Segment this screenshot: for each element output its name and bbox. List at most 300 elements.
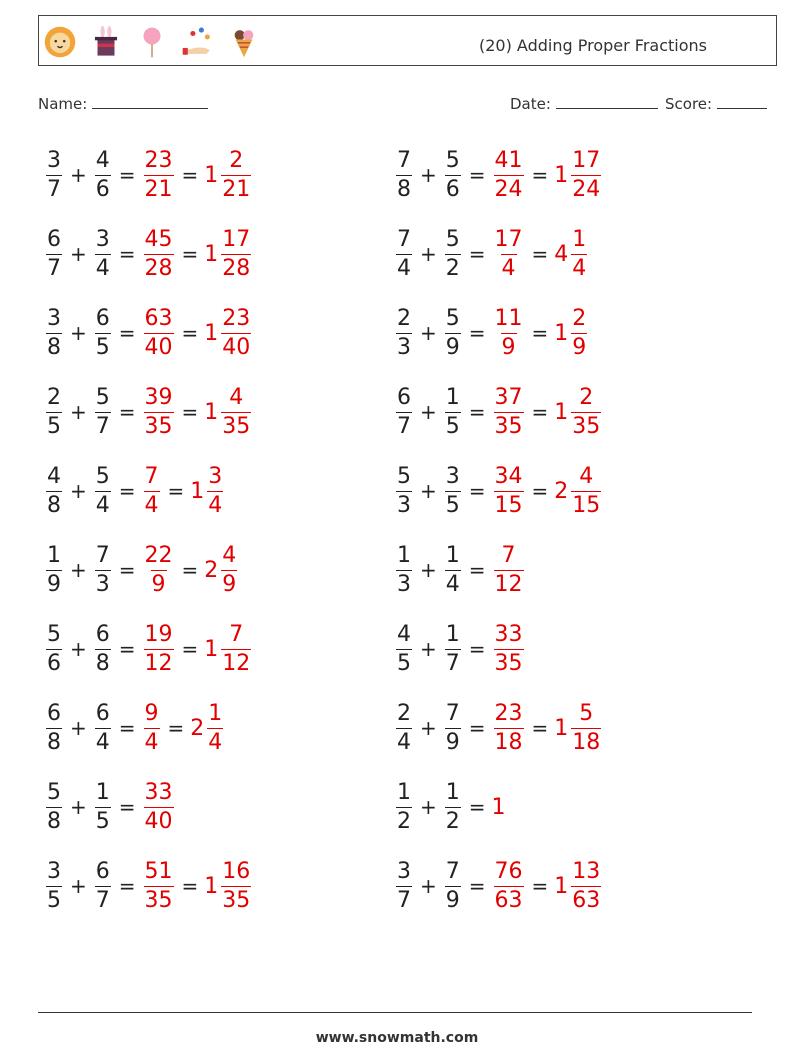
denominator: 12 (222, 650, 251, 676)
mixed-whole: 1 (204, 873, 219, 899)
problem-7 (44, 377, 253, 447)
numerator: 23 (144, 147, 173, 173)
equals-sign: = (531, 479, 549, 503)
denominator: 35 (572, 413, 601, 439)
mixed-fraction (571, 305, 587, 360)
denominator: 7 (397, 413, 411, 439)
equals-sign: = (118, 400, 136, 424)
answer-fraction (144, 621, 174, 676)
fraction (46, 226, 62, 281)
mixed-fraction (571, 384, 601, 439)
numerator: 6 (95, 621, 110, 647)
numerator: 3 (47, 147, 61, 173)
problem-15 (44, 693, 225, 763)
numerator: 5 (47, 779, 61, 805)
problem-20 (394, 851, 603, 921)
plus-sign: + (420, 795, 437, 819)
denominator: 35 (222, 887, 251, 913)
numerator: 2 (572, 305, 587, 331)
numerator: 3 (445, 463, 460, 489)
numerator: 7 (95, 542, 110, 568)
problem-10 (394, 456, 603, 526)
mixed-fraction (207, 700, 223, 755)
denominator: 8 (47, 729, 61, 755)
mixed-fraction (571, 226, 587, 281)
denominator: 40 (144, 334, 173, 360)
denominator: 7 (445, 650, 460, 676)
mixed-whole: 1 (204, 162, 219, 188)
answer-fraction (494, 305, 524, 360)
fraction (445, 542, 461, 597)
denominator: 6 (445, 176, 460, 202)
problem-4 (394, 219, 589, 289)
worksheet-header (38, 15, 777, 66)
equals-sign: = (181, 321, 199, 345)
numerator: 2 (397, 305, 411, 331)
problem-19 (44, 851, 253, 921)
numerator: 3 (47, 858, 61, 884)
numerator: 5 (95, 384, 110, 410)
fraction (95, 384, 111, 439)
numerator: 1 (445, 384, 460, 410)
equals-sign: = (118, 479, 136, 503)
denominator: 7 (95, 413, 110, 439)
denominator: 4 (95, 255, 110, 281)
equals-sign: = (167, 479, 185, 503)
denominator: 28 (222, 255, 251, 281)
numerator: 19 (144, 621, 173, 647)
mixed-whole: 1 (554, 320, 569, 346)
equals-sign: = (468, 558, 486, 582)
numerator: 6 (95, 858, 110, 884)
denominator: 12 (494, 571, 523, 597)
plus-sign: + (420, 163, 437, 187)
mixed-whole: 1 (554, 715, 569, 741)
answer-fraction (494, 858, 524, 913)
equals-sign: = (118, 795, 136, 819)
numerator: 41 (494, 147, 523, 173)
fraction (46, 542, 62, 597)
denominator: 4 (445, 571, 460, 597)
denominator: 4 (208, 492, 223, 518)
answer-fraction (144, 384, 174, 439)
fraction (396, 700, 412, 755)
fraction (445, 147, 461, 202)
denominator: 4 (144, 729, 159, 755)
plus-sign: + (70, 242, 87, 266)
answer-fraction (144, 542, 174, 597)
fraction (396, 621, 412, 676)
numerator: 4 (579, 463, 594, 489)
fraction (445, 305, 461, 360)
numerator: 5 (445, 147, 460, 173)
equals-sign: = (468, 400, 486, 424)
numerator: 2 (397, 700, 411, 726)
equals-sign: = (531, 321, 549, 345)
denominator: 5 (95, 334, 110, 360)
fraction (95, 621, 111, 676)
equals-sign: = (531, 163, 549, 187)
numerator: 9 (144, 700, 159, 726)
numerator: 23 (494, 700, 523, 726)
footer-website: www.snowmath.com (315, 1030, 479, 1046)
equals-sign: = (468, 242, 486, 266)
numerator: 6 (47, 226, 61, 252)
answer-fraction (144, 700, 160, 755)
numerator: 7 (144, 463, 159, 489)
cotton-candy-icon (135, 22, 169, 62)
mixed-whole: 1 (204, 320, 219, 346)
problem-17 (44, 772, 176, 842)
answer-fraction (144, 463, 160, 518)
denominator: 15 (494, 492, 523, 518)
equals-sign: = (181, 874, 199, 898)
plus-sign: + (70, 163, 87, 187)
numerator: 13 (572, 858, 601, 884)
numerator: 7 (501, 542, 516, 568)
ice-cream-cone-icon (227, 22, 261, 62)
equals-sign: = (181, 163, 199, 187)
equals-sign: = (531, 874, 549, 898)
plus-sign: + (420, 400, 437, 424)
fraction (95, 463, 111, 518)
numerator: 1 (445, 542, 460, 568)
denominator: 40 (144, 808, 173, 834)
denominator: 9 (445, 334, 460, 360)
equals-sign: = (118, 637, 136, 661)
denominator: 8 (397, 176, 411, 202)
fraction (396, 226, 412, 281)
numerator: 3 (47, 305, 61, 331)
numerator: 2 (47, 384, 61, 410)
problem-1 (44, 140, 253, 210)
problem-16 (394, 693, 603, 763)
denominator: 9 (572, 334, 587, 360)
numerator: 3 (397, 858, 411, 884)
equals-sign: = (531, 716, 549, 740)
numerator: 7 (445, 858, 460, 884)
denominator: 9 (445, 729, 460, 755)
mixed-whole: 2 (190, 715, 205, 741)
fraction (396, 305, 412, 360)
name-blank (92, 94, 208, 109)
equals-sign: = (118, 242, 136, 266)
numerator: 63 (144, 305, 173, 331)
mixed-fraction (221, 384, 251, 439)
numerator: 17 (222, 226, 251, 252)
equals-sign: = (181, 637, 199, 661)
numerator: 33 (494, 621, 523, 647)
fraction (46, 779, 62, 834)
numerator: 2 (579, 384, 594, 410)
denominator: 4 (144, 492, 159, 518)
equals-sign: = (118, 716, 136, 740)
mixed-fraction (571, 463, 601, 518)
fraction (445, 779, 461, 834)
fraction (396, 463, 412, 518)
mixed-fraction (221, 305, 251, 360)
denominator: 24 (572, 176, 601, 202)
numerator: 33 (144, 779, 173, 805)
score-label: Score: (665, 95, 713, 113)
mixed-fraction (571, 700, 601, 755)
plus-sign: + (420, 242, 437, 266)
denominator: 3 (397, 334, 411, 360)
numerator: 51 (144, 858, 173, 884)
fraction (396, 384, 412, 439)
denominator: 8 (47, 492, 61, 518)
denominator: 5 (445, 492, 460, 518)
problem-18 (394, 772, 507, 842)
problem-14 (394, 614, 526, 684)
equals-sign: = (118, 874, 136, 898)
denominator: 5 (445, 413, 460, 439)
footer-divider (38, 1012, 752, 1013)
denominator: 35 (222, 413, 251, 439)
denominator: 3 (397, 492, 411, 518)
equals-sign: = (181, 400, 199, 424)
plus-sign: + (70, 479, 87, 503)
numerator: 45 (144, 226, 173, 252)
denominator: 8 (47, 808, 61, 834)
numerator: 7 (445, 700, 460, 726)
denominator: 4 (397, 255, 411, 281)
equals-sign: = (118, 163, 136, 187)
problem-13 (44, 614, 253, 684)
plus-sign: + (70, 321, 87, 345)
fraction (445, 700, 461, 755)
denominator: 18 (494, 729, 523, 755)
fraction (445, 463, 461, 518)
denominator: 9 (501, 334, 516, 360)
numerator: 1 (445, 621, 460, 647)
equals-sign: = (531, 242, 549, 266)
fraction (46, 147, 62, 202)
mixed-fraction (221, 147, 251, 202)
answer-fraction (144, 147, 174, 202)
denominator: 5 (47, 413, 61, 439)
mixed-whole: 2 (204, 557, 219, 583)
numerator: 4 (95, 147, 110, 173)
numerator: 5 (47, 621, 61, 647)
equals-sign: = (468, 163, 486, 187)
denominator: 28 (144, 255, 173, 281)
equals-sign: = (468, 321, 486, 345)
numerator: 3 (95, 226, 110, 252)
denominator: 4 (572, 255, 587, 281)
denominator: 3 (397, 571, 411, 597)
denominator: 4 (95, 492, 110, 518)
numerator: 6 (47, 700, 61, 726)
fraction (95, 305, 111, 360)
denominator: 4 (501, 255, 516, 281)
problem-11 (44, 535, 239, 605)
answer-fraction (494, 226, 524, 281)
answer-fraction (144, 226, 174, 281)
mixed-fraction (571, 858, 601, 913)
denominator: 5 (47, 887, 61, 913)
fraction (445, 621, 461, 676)
denominator: 7 (47, 255, 61, 281)
fraction (445, 384, 461, 439)
numerator: 4 (222, 542, 237, 568)
numerator: 1 (397, 779, 411, 805)
fraction (95, 542, 111, 597)
answer-fraction (494, 621, 524, 676)
mixed-whole: 1 (190, 478, 205, 504)
date-label: Date: (510, 95, 551, 113)
plus-sign: + (420, 321, 437, 345)
plus-sign: + (70, 637, 87, 661)
plus-sign: + (70, 795, 87, 819)
plus-sign: + (420, 558, 437, 582)
answer-fraction (144, 305, 174, 360)
problem-3 (44, 219, 253, 289)
score-blank (717, 94, 767, 109)
equals-sign: = (167, 716, 185, 740)
worksheet-title: (20) Adding Proper Fractions (479, 36, 707, 55)
fraction (95, 858, 111, 913)
numerator: 5 (397, 463, 411, 489)
fraction (396, 858, 412, 913)
numerator: 5 (95, 463, 110, 489)
denominator: 4 (208, 729, 223, 755)
denominator: 4 (397, 729, 411, 755)
numerator: 4 (397, 621, 411, 647)
denominator: 8 (95, 650, 110, 676)
mixed-whole: 1 (554, 162, 569, 188)
numerator: 3 (208, 463, 223, 489)
denominator: 21 (222, 176, 251, 202)
fraction (46, 384, 62, 439)
denominator: 63 (572, 887, 601, 913)
name-label: Name: (38, 95, 88, 113)
plus-sign: + (70, 400, 87, 424)
date-field (510, 94, 658, 113)
mixed-whole: 1 (204, 399, 219, 425)
denominator: 2 (445, 808, 460, 834)
fraction (445, 858, 461, 913)
numerator: 17 (494, 226, 523, 252)
denominator: 7 (95, 887, 110, 913)
denominator: 9 (222, 571, 237, 597)
numerator: 7 (397, 226, 411, 252)
numerator: 11 (494, 305, 523, 331)
plus-sign: + (70, 874, 87, 898)
denominator: 7 (397, 887, 411, 913)
denominator: 8 (47, 334, 61, 360)
numerator: 16 (222, 858, 251, 884)
numerator: 5 (445, 305, 460, 331)
denominator: 9 (47, 571, 61, 597)
denominator: 5 (95, 808, 110, 834)
problem-8 (394, 377, 603, 447)
mixed-fraction (207, 463, 223, 518)
fraction (46, 463, 62, 518)
numerator: 22 (144, 542, 173, 568)
numerator: 76 (494, 858, 523, 884)
fraction (396, 147, 412, 202)
numerator: 1 (208, 700, 223, 726)
answer-fraction (494, 700, 524, 755)
plus-sign: + (70, 716, 87, 740)
denominator: 2 (445, 255, 460, 281)
answer-fraction (494, 463, 524, 518)
name-field (38, 94, 208, 113)
header-icons (43, 20, 261, 64)
problem-12 (394, 535, 526, 605)
fraction (95, 779, 111, 834)
fraction (46, 858, 62, 913)
numerator: 23 (222, 305, 251, 331)
fraction (445, 226, 461, 281)
numerator: 4 (47, 463, 61, 489)
numerator: 6 (95, 305, 110, 331)
mixed-whole: 1 (204, 636, 219, 662)
mixed-fraction (571, 147, 601, 202)
equals-sign: = (468, 479, 486, 503)
fraction (95, 226, 111, 281)
numerator: 6 (397, 384, 411, 410)
mixed-whole: 2 (554, 478, 569, 504)
plus-sign: + (70, 558, 87, 582)
denominator: 40 (222, 334, 251, 360)
numerator: 1 (445, 779, 460, 805)
problem-2 (394, 140, 603, 210)
numerator: 37 (494, 384, 523, 410)
problem-6 (394, 298, 589, 368)
mixed-fraction (221, 858, 251, 913)
mixed-fraction (221, 621, 251, 676)
numerator: 5 (579, 700, 594, 726)
denominator: 15 (572, 492, 601, 518)
fraction (46, 700, 62, 755)
fraction (396, 542, 412, 597)
denominator: 9 (445, 887, 460, 913)
denominator: 63 (494, 887, 523, 913)
denominator: 6 (47, 650, 61, 676)
mixed-whole: 1 (204, 241, 219, 267)
mixed-fraction (221, 226, 251, 281)
denominator: 35 (494, 413, 523, 439)
numerator: 1 (95, 779, 110, 805)
numerator: 2 (229, 147, 244, 173)
denominator: 5 (397, 650, 411, 676)
equals-sign: = (468, 716, 486, 740)
juggling-hand-icon (181, 22, 215, 62)
plus-sign: + (420, 874, 437, 898)
equals-sign: = (468, 637, 486, 661)
magic-hat-rabbit-icon (89, 22, 123, 62)
numerator: 5 (445, 226, 460, 252)
score-field (665, 94, 767, 113)
numerator: 1 (572, 226, 587, 252)
problem-9 (44, 456, 225, 526)
lion-icon (43, 22, 77, 62)
problem-5 (44, 298, 253, 368)
numerator: 34 (494, 463, 523, 489)
answer-fraction (144, 858, 174, 913)
numerator: 1 (397, 542, 411, 568)
denominator: 12 (144, 650, 173, 676)
denominator: 4 (95, 729, 110, 755)
denominator: 2 (397, 808, 411, 834)
denominator: 35 (144, 413, 173, 439)
equals-sign: = (181, 242, 199, 266)
denominator: 24 (494, 176, 523, 202)
numerator: 7 (397, 147, 411, 173)
mixed-fraction (221, 542, 237, 597)
